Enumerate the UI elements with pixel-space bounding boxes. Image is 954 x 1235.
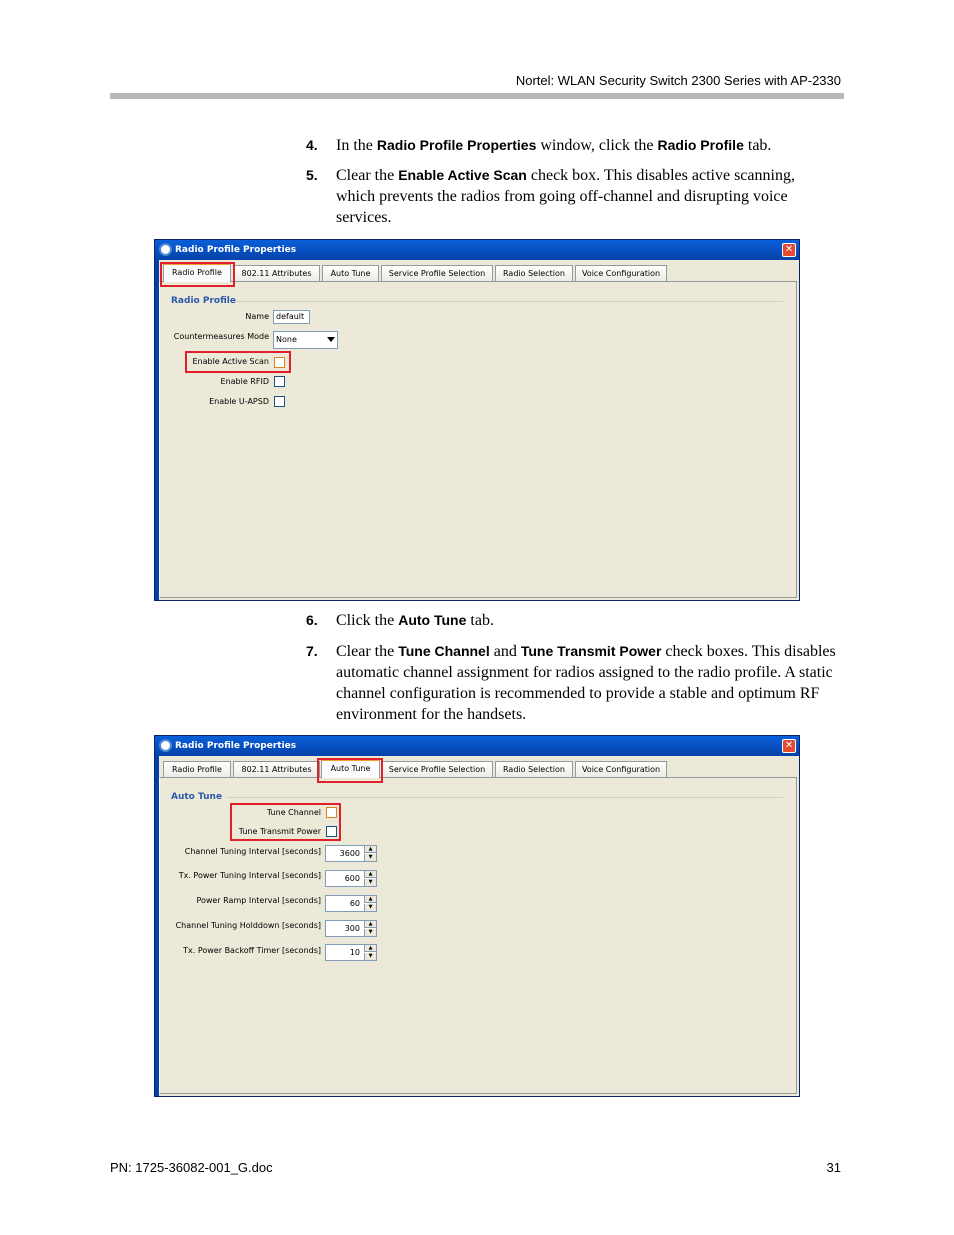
field-label: Tx. Power Backoff Timer [seconds] xyxy=(183,946,321,955)
step-7 xyxy=(306,641,836,725)
header-rule xyxy=(110,93,844,99)
step-5 xyxy=(306,165,836,228)
tab-radio-profile[interactable]: Radio Profile xyxy=(163,263,231,282)
field-label: Power Ramp Interval [seconds] xyxy=(196,896,321,905)
tab-radio-profile[interactable]: Radio Profile xyxy=(163,761,231,777)
spinner-value: 300 xyxy=(344,924,360,933)
step-text: tab. xyxy=(743,137,772,154)
group-divider xyxy=(237,301,783,302)
step-text: Click the xyxy=(336,612,399,629)
spin-up-icon[interactable]: ▲ xyxy=(364,921,376,928)
bold-term: Radio Profile xyxy=(657,137,744,153)
bold-term: Tune Transmit Power xyxy=(520,643,662,659)
field-label: Channel Tuning Interval [seconds] xyxy=(184,847,321,856)
tab-802-11-attributes[interactable]: 802.11 Attributes xyxy=(233,761,320,777)
radio-profile-window-1 xyxy=(154,239,800,601)
step-number: 5. xyxy=(306,167,318,183)
spin-up-icon[interactable]: ▲ xyxy=(364,871,376,878)
chevron-down-icon xyxy=(327,337,335,342)
channel-tuning-holddown-spinner[interactable] xyxy=(325,920,377,937)
enable-active-scan-label: Enable Active Scan xyxy=(192,357,269,366)
group-title: Radio Profile xyxy=(171,296,236,306)
step-text: Clear the xyxy=(336,643,399,660)
footer-doc-id: PN: 1725-36082-001_G.doc xyxy=(110,1160,273,1175)
step-text: and xyxy=(489,643,521,660)
title-bar xyxy=(155,736,799,756)
tab-radio-selection[interactable]: Radio Selection xyxy=(495,761,573,777)
bold-term: Auto Tune xyxy=(398,612,467,628)
tab-auto-tune[interactable]: Auto Tune xyxy=(321,759,380,778)
name-label: Name xyxy=(245,312,269,321)
countermeasures-label: Countermeasures Mode xyxy=(173,332,269,341)
step-text: In the xyxy=(336,137,377,154)
app-icon xyxy=(159,243,172,256)
step-text: window, click the xyxy=(536,137,658,154)
step-4 xyxy=(306,135,836,156)
tab-radio-selection[interactable]: Radio Selection xyxy=(495,265,573,281)
step-text: check boxes. This disables automatic channel assignment for radios assigned to the radio profile. A static channel configuration is recommended to provide a stable and optimum RF environment for the handsets. xyxy=(336,643,836,723)
step-number: 6. xyxy=(306,612,318,628)
spin-down-icon[interactable]: ▼ xyxy=(364,854,376,861)
power-ramp-interval-spinner[interactable] xyxy=(325,895,377,912)
bold-term: Radio Profile Properties xyxy=(376,137,537,153)
tab-service-profile-selection[interactable]: Service Profile Selection xyxy=(381,761,493,777)
close-button[interactable]: ✕ xyxy=(782,243,796,257)
field-label: Channel Tuning Holddown [seconds] xyxy=(175,921,321,930)
tab-voice-configuration[interactable]: Voice Configuration xyxy=(575,265,667,281)
name-field[interactable]: default xyxy=(273,310,310,324)
step-text: check box. This disables active scanning, which prevents the radios from going off-channel and disrupting voice services. xyxy=(336,167,795,226)
step-number: 4. xyxy=(306,137,318,153)
tx-power-backoff-timer-spinner[interactable] xyxy=(325,944,377,961)
spin-down-icon[interactable]: ▼ xyxy=(364,879,376,886)
spin-up-icon[interactable]: ▲ xyxy=(364,945,376,952)
tune-channel-label: Tune Channel xyxy=(266,808,321,817)
tab-panel xyxy=(159,281,797,598)
step-6 xyxy=(306,610,836,631)
spinner-value: 10 xyxy=(349,948,360,957)
field-label: Tx. Power Tuning Interval [seconds] xyxy=(178,871,321,880)
tab-auto-tune[interactable]: Auto Tune xyxy=(322,265,379,281)
tab-802-11-attributes[interactable]: 802.11 Attributes xyxy=(233,265,320,281)
spin-up-icon[interactable]: ▲ xyxy=(364,846,376,853)
enable-uapsd-checkbox[interactable] xyxy=(274,396,285,407)
running-header: Nortel: WLAN Security Switch 2300 Series with AP-2330 xyxy=(515,73,841,88)
spin-down-icon[interactable]: ▼ xyxy=(364,953,376,960)
tab-service-profile-selection[interactable]: Service Profile Selection xyxy=(381,265,493,281)
app-icon xyxy=(159,739,172,752)
enable-rfid-label: Enable RFID xyxy=(220,377,269,386)
spin-up-icon[interactable]: ▲ xyxy=(364,896,376,903)
tx-power-tuning-interval-spinner[interactable] xyxy=(325,870,377,887)
page-number: 31 xyxy=(826,1160,841,1175)
enable-uapsd-label: Enable U-APSD xyxy=(209,397,269,406)
spinner-value: 60 xyxy=(349,899,360,908)
group-title: Auto Tune xyxy=(171,792,223,802)
highlight-box xyxy=(160,262,235,287)
step-text: tab. xyxy=(466,612,494,629)
step-text: Clear the xyxy=(336,167,399,184)
tune-transmit-power-label: Tune Transmit Power xyxy=(238,827,321,836)
highlight-box xyxy=(317,758,383,783)
countermeasures-select[interactable] xyxy=(273,331,338,349)
channel-tuning-interval-spinner[interactable] xyxy=(325,845,377,862)
highlight-box xyxy=(185,351,291,373)
close-button[interactable]: ✕ xyxy=(782,739,796,753)
window-title: Radio Profile Properties xyxy=(175,245,297,255)
step-number: 7. xyxy=(306,643,318,659)
highlight-box xyxy=(230,803,341,841)
title-bar xyxy=(155,240,799,260)
window-title: Radio Profile Properties xyxy=(175,741,297,751)
spinner-value: 3600 xyxy=(339,849,360,858)
tab-voice-configuration[interactable]: Voice Configuration xyxy=(575,761,667,777)
spin-down-icon[interactable]: ▼ xyxy=(364,929,376,936)
group-divider xyxy=(227,797,783,798)
enable-rfid-checkbox[interactable] xyxy=(274,376,285,387)
spin-down-icon[interactable]: ▼ xyxy=(364,904,376,911)
radio-profile-window-2 xyxy=(154,735,800,1097)
bold-term: Tune Channel xyxy=(398,643,490,659)
spinner-value: 600 xyxy=(344,874,360,883)
countermeasures-value: None xyxy=(276,335,297,344)
bold-term: Enable Active Scan xyxy=(398,167,527,183)
